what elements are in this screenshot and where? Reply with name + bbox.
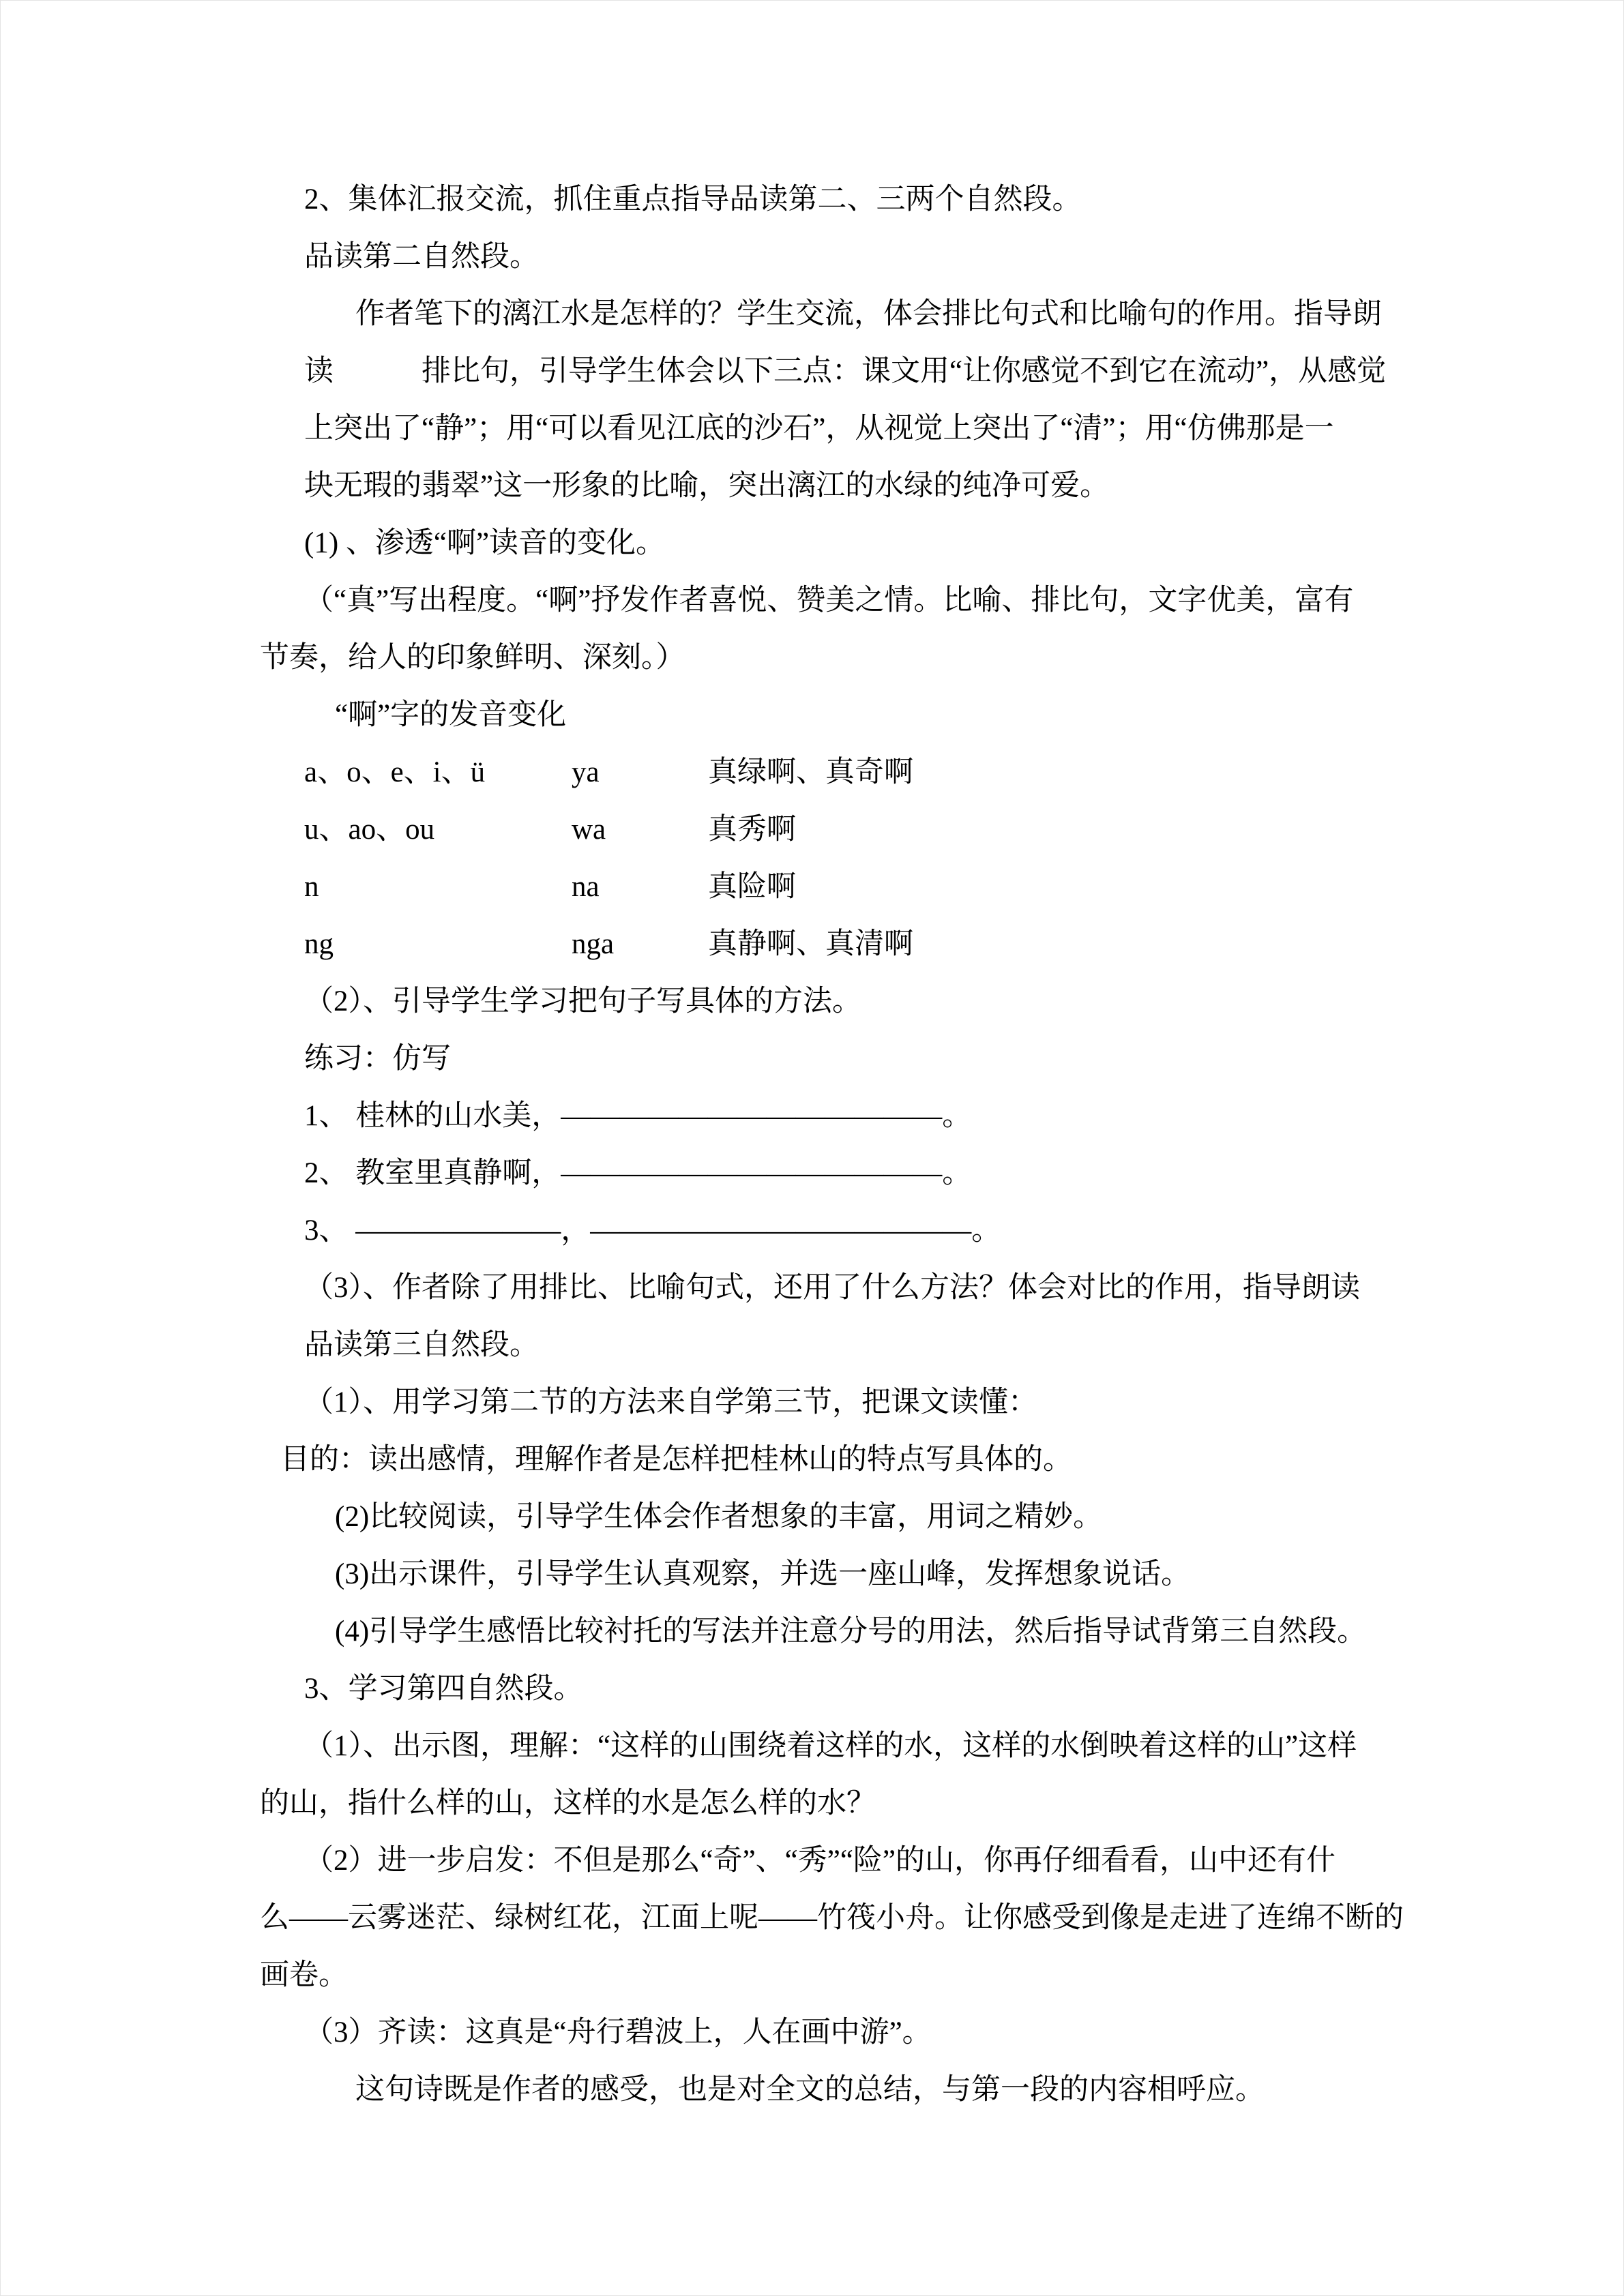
pron-table-row — [304, 859, 1392, 916]
text-line: 这句诗既是作者的感受，也是对全文的总结，与第一段的内容相呼应。 — [355, 2074, 1265, 2106]
text-line: 3、学习第四自然段。 — [304, 1673, 583, 1705]
text-line: 2、 教室里真静啊，—————————————。 — [304, 1157, 972, 1189]
text-line: （1）、用学习第二节的方法来自学第三节，把课文读懂： — [304, 1386, 1037, 1418]
text-line: (3)出示课件，引导学生认真观察，并选一座山峰，发挥想象说话。 — [335, 1558, 1191, 1590]
pron-reading: wa — [572, 814, 606, 846]
text-line: （2）、引导学生学习把句子写具体的方法。 — [304, 985, 861, 1017]
text-line: 块无瑕的翡翠”这一形象的比喻，突出漓江的水绿的纯净可爱。 — [304, 470, 1110, 502]
text-line: 2、集体汇报交流，抓住重点指导品读第二、三两个自然段。 — [304, 183, 1082, 215]
text-line: 读 排比句，引导学生体会以下三点：课文用“让你感觉不到它在流动”，从感觉 — [304, 355, 1387, 387]
text-line: 的山，指什么样的山，这样的水是怎么样的水？ — [260, 1787, 876, 1819]
text-line: (2)比较阅读，引导学生体会作者想象的丰富，用词之精妙。 — [335, 1501, 1103, 1533]
text-line: 节奏，给人的印象鲜明、深刻。） — [260, 642, 685, 674]
text-line: （3）、作者除了用排比、比喻句式，还用了什么方法？体会对比的作用，指导朗读 — [304, 1272, 1360, 1304]
pron-sounds: a、o、e、i、ü — [304, 756, 486, 788]
pron-examples: 真绿啊、真奇啊 — [708, 756, 913, 788]
text-line: 目的：读出感情，理解作者是怎样把桂林山的特点写具体的。 — [280, 1444, 1072, 1476]
text-line: “啊”字的发音变化 — [335, 699, 567, 731]
pron-table-row — [304, 744, 1392, 801]
pron-examples: 真静啊、真清啊 — [708, 928, 913, 960]
pron-sounds: n — [304, 871, 319, 903]
pron-sounds: ng — [304, 928, 334, 960]
text-line: 3、 ———————，—————————————。 — [304, 1214, 1001, 1247]
text-line: 练习：仿写 — [304, 1043, 451, 1075]
text-line: （“真”写出程度。“啊”抒发作者喜悦、赞美之情。比喻、排比句，文字优美，富有 — [304, 584, 1354, 616]
document-content — [260, 171, 1404, 2119]
text-line: （2）进一步启发：不但是那么“奇”、“秀”“险”的山，你再仔细看看，山中还有什 — [304, 1845, 1336, 1877]
text-line: （1）、出示图，理解：“这样的山围绕着这样的水，这样的水倒映着这样的山”这样 — [304, 1730, 1357, 1762]
text-line: 么——云雾迷茫、绿树红花，江面上呢——竹筏小舟。让你感受到像是走进了连绵不断的 — [260, 1902, 1404, 1934]
pron-examples: 真秀啊 — [708, 814, 796, 846]
text-line: 上突出了“静”；用“可以看见江底的沙石”，从视觉上突出了“清”；用“仿佛那是一 — [304, 413, 1334, 445]
text-line: （3）齐读：这真是“舟行碧波上，人在画中游”。 — [304, 2016, 932, 2048]
text-line: (1) 、渗透“啊”读音的变化。 — [304, 527, 666, 559]
pron-examples: 真险啊 — [708, 871, 796, 903]
text-line: 1、 桂林的山水美，—————————————。 — [304, 1100, 972, 1132]
pron-reading: nga — [572, 928, 615, 960]
pron-table-row — [304, 801, 1392, 859]
pron-reading: na — [572, 871, 600, 903]
text-line: (4)引导学生感悟比较衬托的写法并注意分号的用法，然后指导试背第三自然段。 — [335, 1615, 1367, 1648]
text-line: 画卷。 — [260, 1959, 348, 1991]
text-line: 品读第二自然段。 — [304, 241, 539, 273]
text-line: 品读第三自然段。 — [304, 1329, 539, 1361]
text-line: 作者笔下的漓江水是怎样的？学生交流，体会排比句式和比喻句的作用。指导朗 — [355, 298, 1382, 330]
pron-reading: ya — [572, 756, 600, 788]
pron-table-row — [304, 916, 1392, 973]
pron-sounds: u、ao、ou — [304, 814, 435, 846]
